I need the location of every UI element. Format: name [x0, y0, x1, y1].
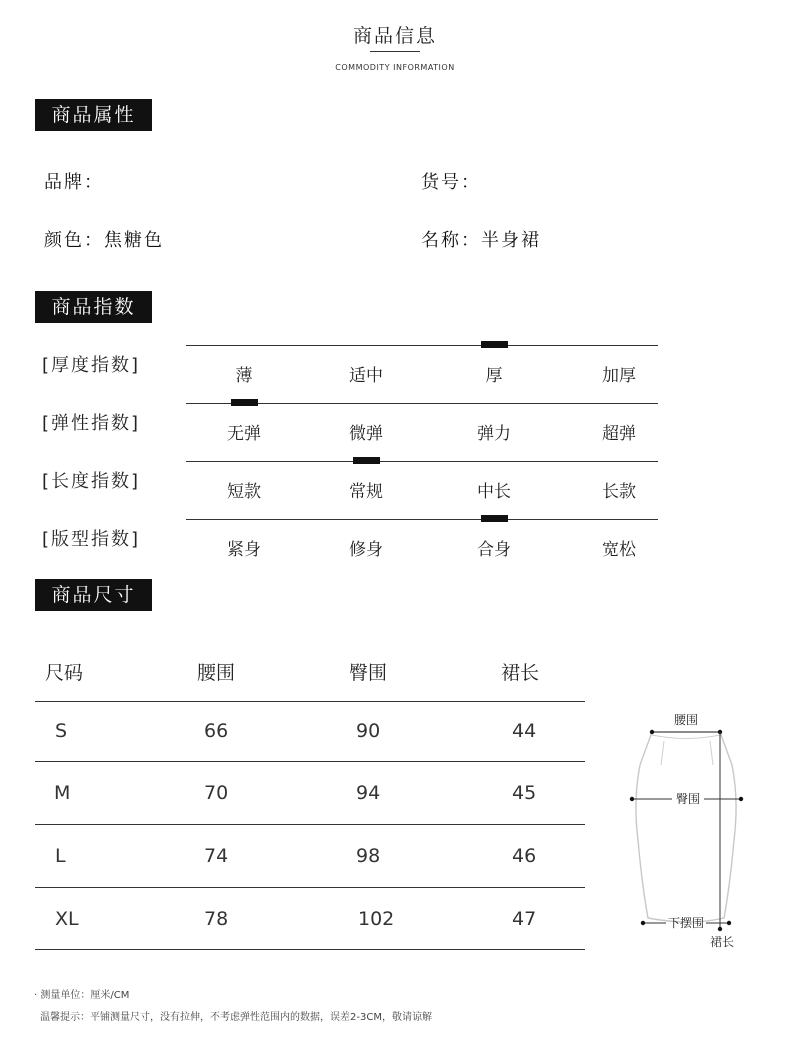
index-option: 常规 [349, 482, 383, 502]
name-value: 半身裙 [481, 230, 541, 251]
index-scale-line [186, 519, 658, 520]
brand-label: 品牌： [44, 172, 104, 193]
color-field [44, 226, 164, 252]
color-label: 颜色： [44, 230, 104, 251]
cell-length: 45 [512, 782, 537, 804]
index-option: 适中 [349, 366, 383, 386]
index-scale-line [186, 461, 658, 462]
cell-waist: 78 [204, 908, 229, 930]
item-no-field [421, 168, 481, 194]
index-label: [版型指数] [42, 529, 141, 550]
unit-note: · 测量单位：厘米/CM [34, 990, 130, 1001]
index-option: 厚 [485, 366, 503, 386]
table-header-hip: 臀围 [349, 662, 388, 684]
hip-label: 臀围 [675, 792, 701, 806]
index-option: 超弹 [602, 424, 636, 444]
cell-hip: 94 [356, 782, 381, 804]
cell-waist: 74 [204, 845, 229, 867]
color-value: 焦糖色 [104, 230, 164, 251]
table-divider [35, 949, 585, 950]
index-selected-marker [481, 341, 508, 348]
cell-length: 44 [512, 720, 537, 742]
skirt-diagram [620, 705, 755, 955]
index-selected-marker [353, 457, 380, 464]
page-subtitle: COMMODITY INFORMATION [335, 63, 455, 72]
index-option: 紧身 [227, 540, 261, 560]
cell-hip: 90 [356, 720, 381, 742]
page-title: 商品信息 [352, 25, 437, 47]
brand-field [44, 168, 104, 194]
section-size-tag: 商品尺寸 [35, 579, 152, 611]
cell-length: 46 [512, 845, 537, 867]
table-divider [35, 761, 585, 762]
index-option: 合身 [477, 540, 511, 560]
index-label: [厚度指数] [42, 355, 141, 376]
name-field [421, 226, 541, 252]
length-label: 裙长 [709, 935, 735, 949]
cell-size: M [54, 782, 71, 804]
cell-size: XL [55, 908, 79, 930]
cell-hip: 98 [356, 845, 381, 867]
title-divider [370, 51, 420, 52]
cell-length: 47 [512, 908, 537, 930]
index-option: 微弹 [349, 424, 383, 444]
index-option: 中长 [477, 482, 511, 502]
index-selected-marker [231, 399, 258, 406]
table-divider [35, 701, 585, 702]
name-label: 名称： [421, 230, 481, 251]
index-option: 加厚 [602, 366, 636, 386]
index-option: 修身 [349, 540, 383, 560]
index-scale-line [186, 345, 658, 346]
hem-label: 下摆围 [667, 916, 705, 930]
cell-waist: 66 [204, 720, 229, 742]
table-divider [35, 887, 585, 888]
section-attributes-tag: 商品属性 [35, 99, 152, 131]
index-label: [弹性指数] [42, 413, 141, 434]
table-header-size: 尺码 [45, 662, 84, 684]
index-option: 无弹 [227, 424, 261, 444]
index-option: 长款 [602, 482, 636, 502]
cell-size: S [55, 720, 68, 742]
index-label: [长度指数] [42, 471, 141, 492]
cell-size: L [55, 845, 66, 867]
cell-waist: 70 [204, 782, 229, 804]
index-selected-marker [481, 515, 508, 522]
tip-note: 温馨提示：平铺测量尺寸，没有拉伸，不考虑弹性范围内的数据，误差2-3CM，敬请谅解 [40, 1012, 432, 1023]
table-header-length: 裙长 [501, 662, 540, 684]
waist-label: 腰围 [673, 713, 699, 727]
index-option: 宽松 [602, 540, 636, 560]
cell-hip: 102 [358, 908, 395, 930]
index-option: 弹力 [477, 424, 511, 444]
table-header-waist: 腰围 [197, 662, 236, 684]
section-index-tag: 商品指数 [35, 291, 152, 323]
table-divider [35, 824, 585, 825]
index-option: 短款 [227, 482, 261, 502]
item-no-label: 货号： [421, 172, 481, 193]
index-option: 薄 [235, 366, 253, 386]
